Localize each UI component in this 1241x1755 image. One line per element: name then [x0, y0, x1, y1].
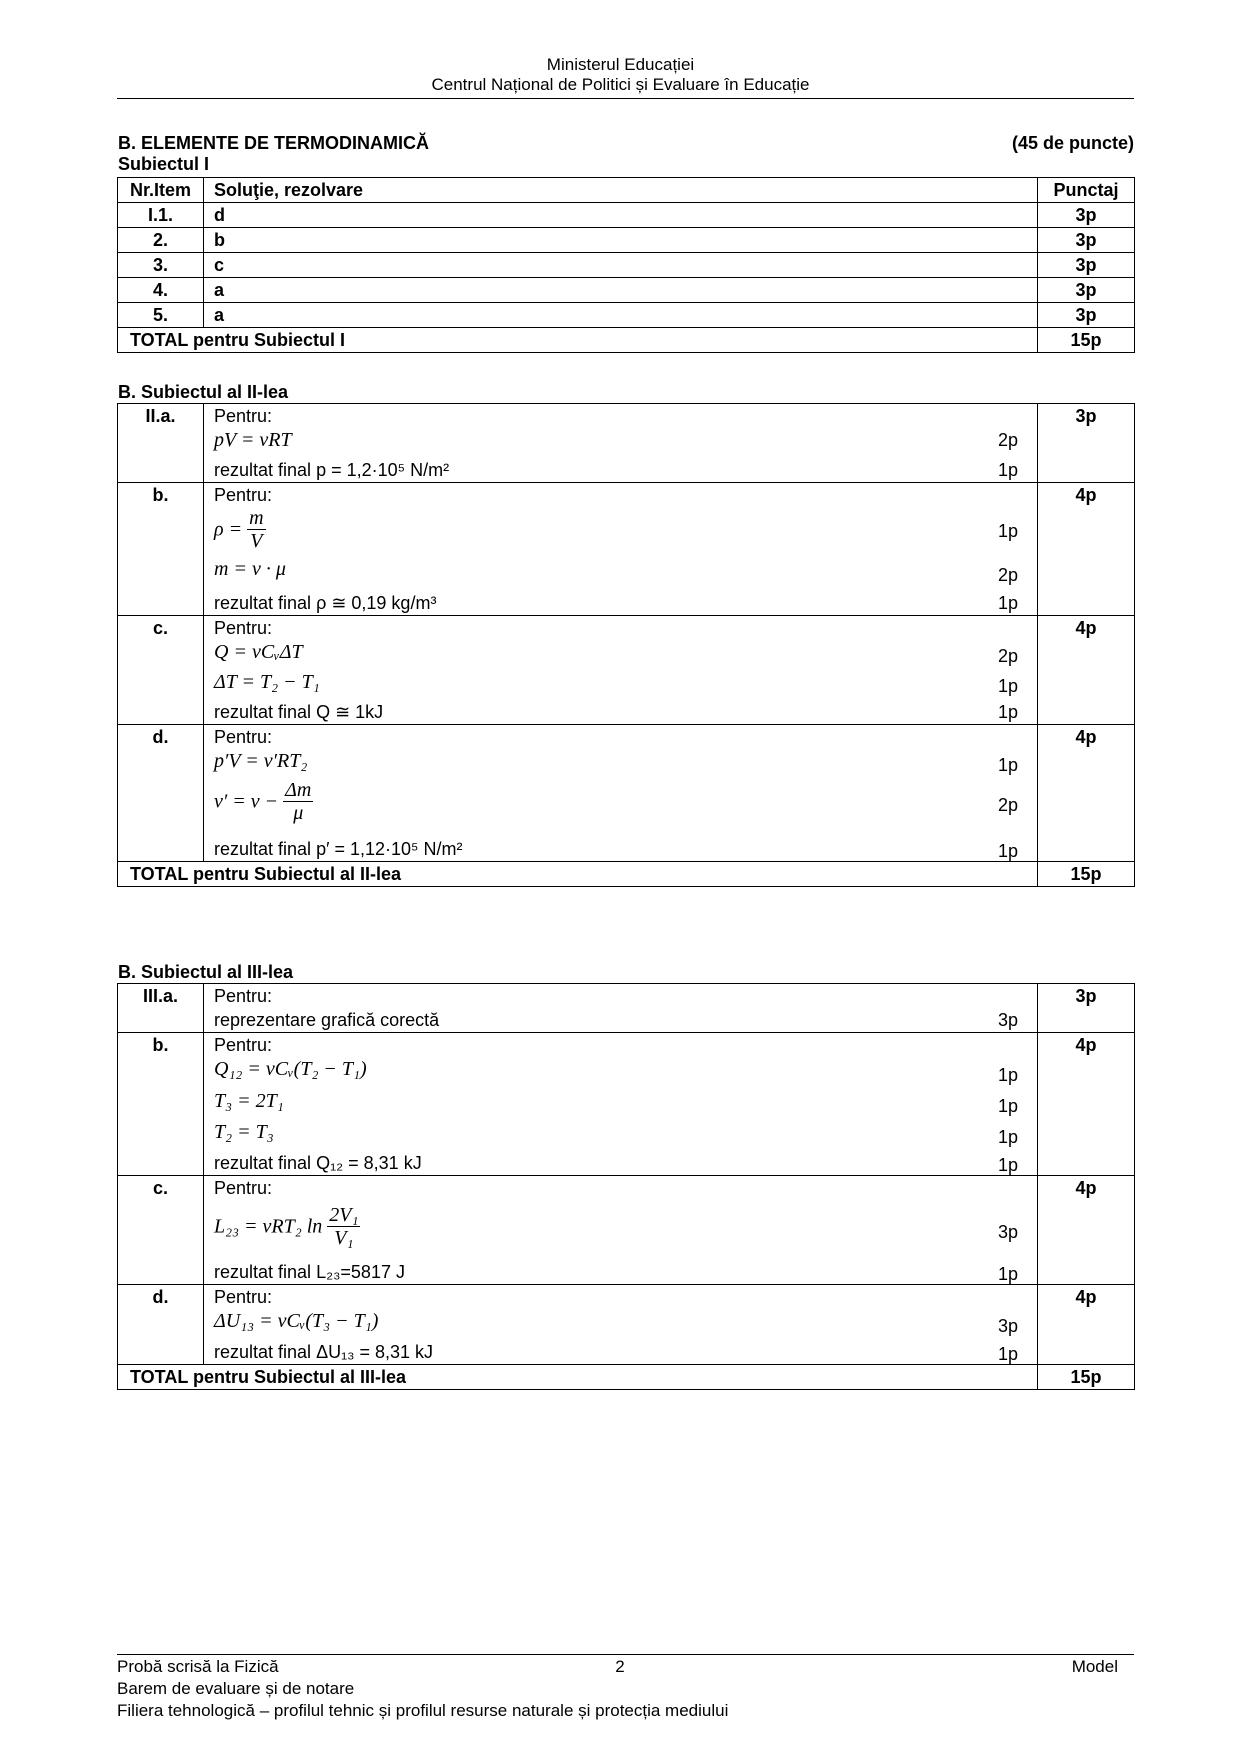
points: 3p [1038, 228, 1135, 253]
points: 3p [1038, 253, 1135, 278]
subject-2-table [117, 403, 1135, 887]
equation: T₂ = T₃ [214, 1121, 274, 1143]
subject-1-title: Subiectul I [118, 154, 210, 174]
pentru-label: Pentru: [214, 727, 273, 747]
sub-points: 1p [997, 676, 1019, 696]
numerator: 2V₁ [329, 1204, 359, 1226]
final-result: Q₁₂ = 8,31 kJ [316, 1153, 422, 1173]
item-number: 4. [118, 278, 204, 303]
sub-points: 1p [997, 1155, 1019, 1175]
item-number: d. [118, 725, 204, 862]
pentru-label: Pentru: [214, 618, 273, 638]
points: 3p [1038, 203, 1135, 228]
item-number: b. [118, 483, 204, 616]
footer-barem: Barem de evaluare și de notare [117, 1679, 355, 1698]
fraction [247, 507, 265, 552]
sub-points: 1p [997, 1344, 1019, 1364]
points: 3p [1038, 278, 1135, 303]
final-label: rezultat final [214, 1153, 312, 1173]
total-label: TOTAL pentru Subiectul al II-lea [118, 862, 1038, 887]
col-item-header: Nr.Item [118, 178, 204, 203]
sub-points: 2p [997, 565, 1019, 585]
solution-cell [204, 616, 1038, 725]
footer-exam: Probă scrisă la Fizică [117, 1657, 279, 1676]
equation: ρ = [214, 518, 243, 541]
total-label: TOTAL pentru Subiectul al III-lea [118, 1365, 1038, 1390]
points: 4p [1038, 483, 1135, 616]
item-number: b. [118, 1033, 204, 1176]
final-label: rezultat final [214, 702, 312, 722]
pentru-label: Pentru: [214, 1035, 273, 1055]
table-header-row [118, 178, 1135, 203]
solution-cell [204, 1033, 1038, 1176]
equation: T₃ = 2T₁ [214, 1090, 284, 1112]
table-row [118, 1033, 1135, 1176]
section-points: (45 de puncte) [1011, 133, 1134, 153]
fraction [283, 779, 313, 824]
table-row [118, 725, 1135, 862]
equation: m = ν · μ [214, 558, 286, 580]
answer: d [204, 203, 1038, 228]
denominator: μ [293, 802, 304, 824]
sub-points: 1p [997, 593, 1019, 613]
col-points-header: Punctaj [1038, 178, 1135, 203]
pentru-label: Pentru: [214, 986, 273, 1006]
answer: c [204, 253, 1038, 278]
final-result: p = 1,2·10⁵ N/m² [316, 460, 450, 480]
sub-points: 2p [997, 430, 1019, 450]
pentru-label: Pentru: [214, 1287, 273, 1307]
total-label: TOTAL pentru Subiectul I [118, 328, 1038, 353]
equation: ν′ = ν − [214, 790, 279, 813]
points: 4p [1038, 725, 1135, 862]
sub-points: 1p [997, 460, 1019, 480]
denominator: V [250, 530, 263, 552]
equation: ΔT = T₂ − T₁ [214, 671, 320, 693]
solution-cell [204, 1176, 1038, 1285]
points: 4p [1038, 1285, 1135, 1365]
item-number: 2. [118, 228, 204, 253]
sub-points: 2p [997, 795, 1019, 815]
table-row [118, 253, 1135, 278]
sub-points: 1p [997, 841, 1019, 861]
solution-cell [204, 404, 1038, 483]
subject-2-title: B. Subiectul al II-lea [118, 382, 289, 402]
final-label: rezultat final [214, 1342, 312, 1362]
item-number: c. [118, 616, 204, 725]
final-label: rezultat final [214, 839, 312, 859]
item-number: 3. [118, 253, 204, 278]
criterion: reprezentare grafică corectă [214, 1010, 440, 1030]
item-number: d. [118, 1285, 204, 1365]
sub-points: 1p [997, 1096, 1019, 1116]
sub-points: 2p [997, 646, 1019, 666]
equation: p′V = ν′RT₂ [214, 750, 308, 772]
table-row [118, 616, 1135, 725]
points: 3p [1038, 984, 1135, 1033]
equation: Q₁₂ = νCᵥ(T₂ − T₁) [214, 1058, 367, 1080]
sub-points: 1p [997, 1065, 1019, 1085]
equation: Q = νCᵥΔT [214, 641, 303, 663]
sub-points: 1p [997, 755, 1019, 775]
final-label: rezultat final [214, 460, 312, 480]
subject-3-table [117, 983, 1135, 1390]
table-row [118, 203, 1135, 228]
fraction [327, 1204, 360, 1249]
answer: a [204, 303, 1038, 328]
equation: pV = νRT [214, 429, 292, 451]
points: 4p [1038, 1176, 1135, 1285]
header-center: Centrul Național de Politici și Evaluare în Educație [431, 75, 810, 94]
total-points: 15p [1038, 862, 1135, 887]
item-number: c. [118, 1176, 204, 1285]
subject-3-title: B. Subiectul al III-lea [118, 962, 294, 982]
numerator: m [249, 507, 264, 529]
final-result: ρ ≅ 0,19 kg/m³ [316, 593, 437, 613]
solution-cell [204, 984, 1038, 1033]
table-row [118, 404, 1135, 483]
section-title: B. ELEMENTE DE TERMODINAMICĂ [118, 133, 430, 153]
answer: a [204, 278, 1038, 303]
pentru-label: Pentru: [214, 1178, 273, 1198]
equation: ΔU₁₃ = νCᵥ(T₃ − T₁) [214, 1310, 379, 1332]
final-result: p′ = 1,12·10⁵ N/m² [316, 839, 463, 859]
pentru-label: Pentru: [214, 406, 273, 426]
item-number: II.a. [118, 404, 204, 483]
table-row [118, 483, 1135, 616]
numerator: Δm [285, 779, 312, 801]
item-number: 5. [118, 303, 204, 328]
table-row [118, 278, 1135, 303]
points: 3p [1038, 303, 1135, 328]
header-ministry: Ministerul Educației [546, 55, 695, 74]
table-row [118, 1176, 1135, 1285]
sub-points: 1p [997, 702, 1019, 722]
footer-profile: Filiera tehnologică – profilul tehnic și profilul resurse naturale și protecția mediului [117, 1701, 729, 1720]
solution-cell [204, 725, 1038, 862]
total-row [118, 328, 1135, 353]
total-row [118, 1365, 1135, 1390]
item-number: I.1. [118, 203, 204, 228]
total-points: 15p [1038, 1365, 1135, 1390]
sub-points: 3p [997, 1316, 1019, 1336]
table-row [118, 303, 1135, 328]
solution-cell [204, 483, 1038, 616]
final-result: Q ≅ 1kJ [316, 702, 384, 722]
table-row [118, 1285, 1135, 1365]
footer-model: Model [1071, 1657, 1118, 1676]
total-row [118, 862, 1135, 887]
denominator: V₁ [334, 1227, 354, 1249]
footer-divider [117, 1654, 1134, 1655]
sub-points: 1p [997, 1264, 1019, 1284]
sub-points: 1p [997, 1127, 1019, 1147]
solution-cell [204, 1285, 1038, 1365]
total-points: 15p [1038, 328, 1135, 353]
subject-1-table [117, 177, 1135, 353]
points: 4p [1038, 616, 1135, 725]
pentru-label: Pentru: [214, 485, 273, 505]
table-row [118, 984, 1135, 1033]
sub-points: 3p [997, 1010, 1019, 1030]
sub-points: 3p [997, 1222, 1019, 1242]
sub-points: 1p [997, 521, 1019, 541]
final-label: rezultat final [214, 593, 312, 613]
points: 4p [1038, 1033, 1135, 1176]
final-result: L₂₃=5817 J [316, 1262, 405, 1282]
points: 3p [1038, 404, 1135, 483]
equation: L₂₃ = νRT₂ ln [214, 1215, 323, 1238]
col-solution-header: Soluţie, rezolvare [204, 178, 1038, 203]
answer: b [204, 228, 1038, 253]
table-row [118, 228, 1135, 253]
page-number: 2 [615, 1657, 625, 1676]
final-label: rezultat final [214, 1262, 312, 1282]
final-result: ΔU₁₃ = 8,31 kJ [316, 1342, 434, 1362]
item-number: III.a. [118, 984, 204, 1033]
header-divider [117, 98, 1134, 99]
